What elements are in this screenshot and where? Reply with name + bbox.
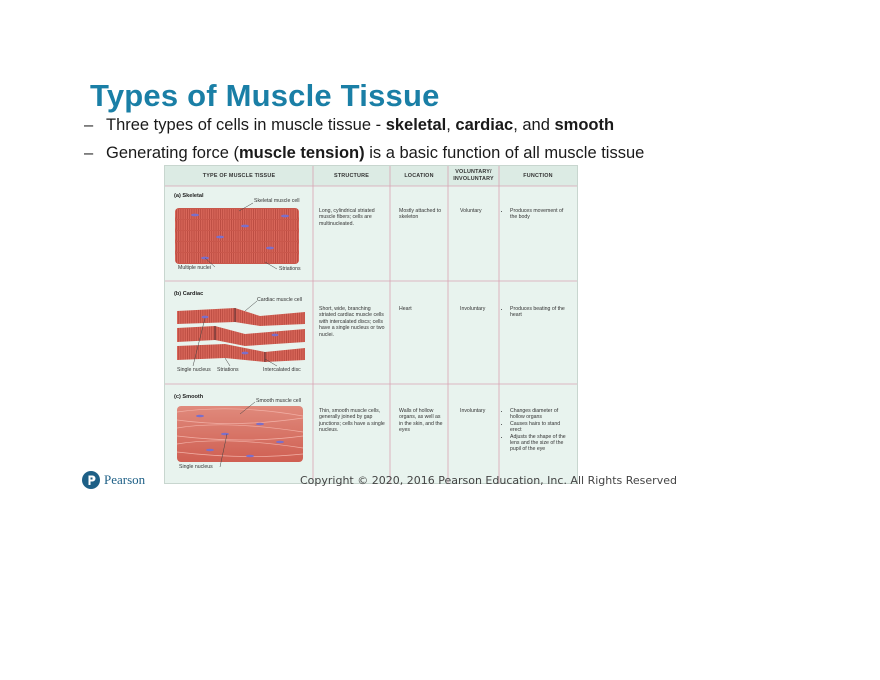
smooth-function bbox=[502, 408, 572, 453]
bullet-text: , and bbox=[513, 116, 555, 134]
callout-cardiac-muscle-cell: Cardiac muscle cell bbox=[257, 297, 302, 303]
muscle-tissue-figure bbox=[164, 165, 578, 484]
smooth-muscle-illustration bbox=[177, 402, 303, 467]
callout-skeletal-muscle-cell: Skeletal muscle cell bbox=[254, 198, 300, 204]
callout-multiple-nuclei: Multiple nuclei bbox=[178, 265, 211, 271]
pearson-logo-text: Pearson bbox=[104, 472, 146, 487]
cardiac-voluntary: Involuntary bbox=[460, 306, 486, 312]
row-label-cardiac: (b) Cardiac bbox=[174, 291, 204, 297]
bullet-dash: – bbox=[84, 144, 94, 162]
header-voluntary: VOLUNTARY/ INVOLUNTARY bbox=[453, 169, 494, 182]
skeletal-voluntary: Voluntary bbox=[460, 208, 482, 214]
smooth-voluntary: Involuntary bbox=[460, 408, 486, 414]
pearson-logo-icon bbox=[82, 471, 100, 489]
bullet-term-cardiac: cardiac bbox=[455, 116, 514, 134]
smooth-structure: Thin, smooth muscle cells, generally joined by gap junctions; cells have a single nucleus. bbox=[319, 408, 385, 434]
bullet-text: Three types of cells in muscle tissue - bbox=[106, 116, 386, 134]
smooth-location: Walls of hollow organs, as well as in the skin, and the eyes bbox=[399, 408, 443, 434]
callout-smooth-muscle-cell: Smooth muscle cell bbox=[256, 398, 301, 404]
cardiac-function bbox=[502, 306, 570, 319]
header-structure: STRUCTURE bbox=[333, 173, 370, 179]
cardiac-muscle-illustration bbox=[177, 301, 305, 366]
copyright-notice: Copyright © 2020, 2016 Pearson Education, Inc. All Rights Reserved bbox=[300, 474, 677, 487]
cardiac-location: Heart bbox=[399, 306, 412, 312]
bullet-text: Generating force ( bbox=[106, 144, 239, 162]
bullet-term-muscle-tension: muscle tension) bbox=[238, 144, 365, 162]
bullet-muscle-tension bbox=[84, 144, 644, 163]
callout-striations: Striations bbox=[217, 367, 239, 373]
row-label-skeletal: (a) Skeletal bbox=[174, 193, 204, 199]
callout-single-nucleus: Single nucleus bbox=[177, 367, 211, 373]
callout-intercalated-disc: Intercalated disc bbox=[263, 367, 301, 373]
function-item: • Causes hairs to stand erect bbox=[510, 421, 572, 434]
skeletal-structure: Long, cylindrical striated muscle fibers; cells are multinucleated. bbox=[319, 208, 375, 227]
function-item: • Produces movement of the body bbox=[510, 208, 570, 221]
callout-striations: Striations bbox=[279, 266, 301, 272]
slide-title: Types of Muscle Tissue bbox=[90, 78, 440, 113]
function-item: • Adjusts the shape of the lens and the size of the pupil of the eye bbox=[510, 434, 572, 453]
pearson-logo bbox=[82, 470, 145, 490]
header-type: TYPE OF MUSCLE TISSUE bbox=[202, 173, 276, 179]
skeletal-location: Mostly attached to skeleton bbox=[399, 208, 442, 221]
bullet-dash: – bbox=[84, 116, 94, 134]
header-location: LOCATION bbox=[404, 173, 434, 179]
bullet-term-smooth: smooth bbox=[554, 116, 615, 134]
function-item: • Changes diameter of hollow organs bbox=[510, 408, 572, 421]
function-item: • Produces beating of the heart bbox=[510, 306, 570, 319]
skeletal-muscle-illustration bbox=[175, 203, 299, 269]
header-function: FUNCTION bbox=[523, 173, 553, 179]
bullet-text: , bbox=[446, 116, 456, 134]
row-label-smooth: (c) Smooth bbox=[174, 394, 204, 400]
callout-single-nucleus: Single nucleus bbox=[179, 464, 213, 470]
skeletal-function bbox=[502, 208, 570, 221]
cardiac-structure: Short, wide, branching striated cardiac muscle cells with intercalated discs; cells have a single nucleus or two nuclei. bbox=[319, 306, 385, 338]
bullet-text: is a basic function of all muscle tissue bbox=[364, 144, 645, 162]
bullet-muscle-types bbox=[84, 116, 614, 135]
bullet-term-skeletal: skeletal bbox=[385, 116, 447, 134]
